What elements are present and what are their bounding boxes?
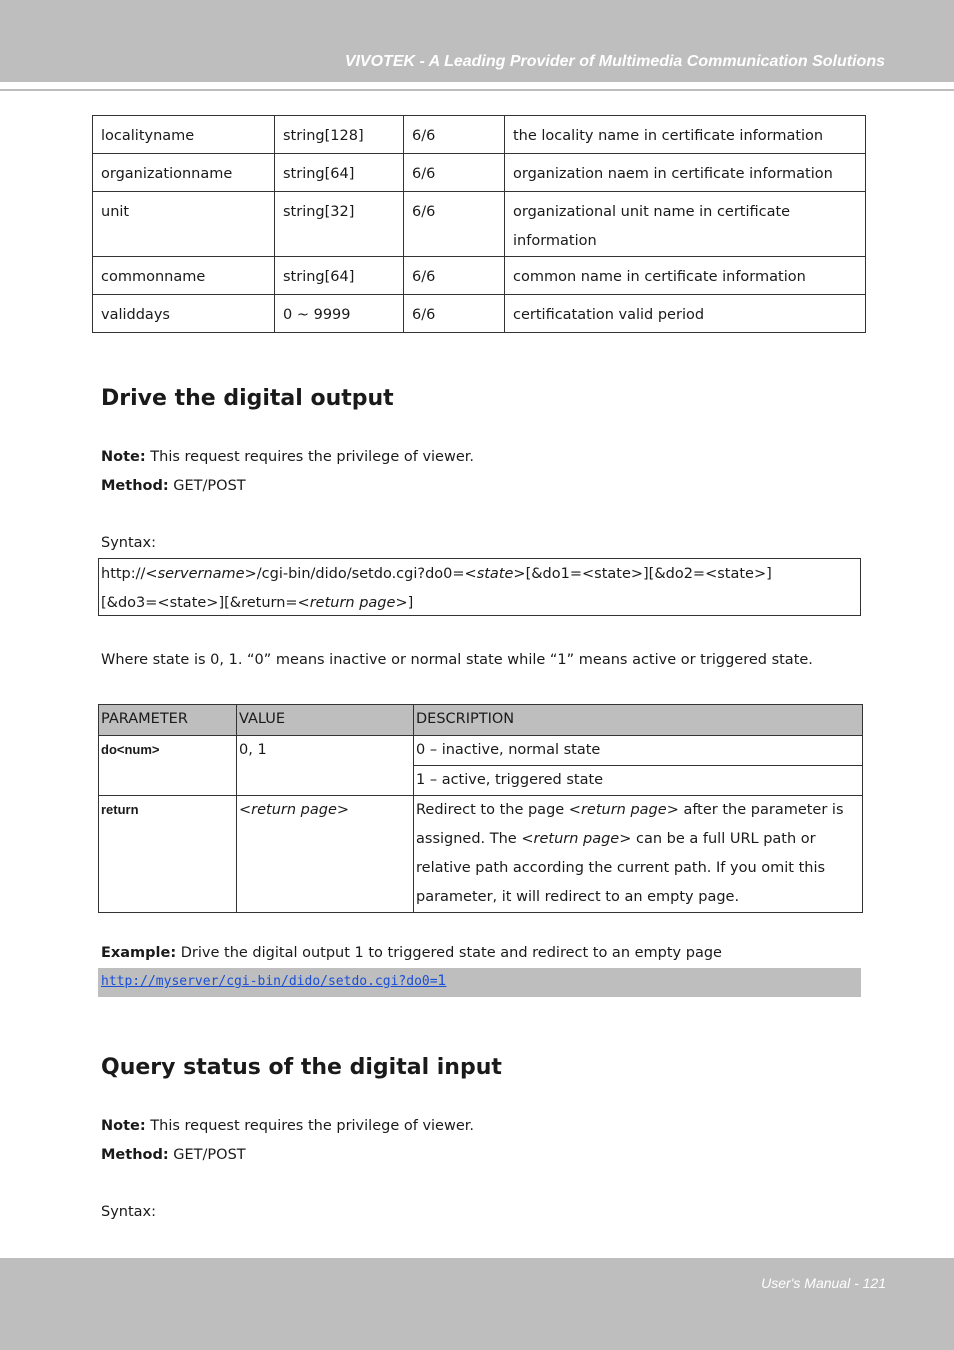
method-label: Method:: [101, 1147, 169, 1163]
column-header: PARAMETER: [99, 705, 237, 736]
method-label: Method:: [101, 478, 169, 494]
syntax-text: >/cgi-bin/dido/setdo.cgi?do0=<: [244, 566, 477, 582]
table-cell: unit: [93, 192, 275, 257]
syntax-placeholder: state: [476, 566, 514, 582]
example-code-bar: [98, 968, 861, 997]
example-url-link[interactable]: [101, 973, 446, 989]
table-cell: certificatation valid period: [505, 295, 866, 333]
param-description: 1 – active, triggered state: [414, 766, 863, 796]
table-cell: 0 ~ 9999: [275, 295, 404, 333]
table-cell: 6/6: [404, 192, 505, 257]
note-label: Note:: [101, 449, 146, 465]
table-row: [93, 295, 866, 333]
certificate-parameter-table: [92, 115, 866, 333]
page-number: User's Manual - 121: [761, 1275, 886, 1291]
note-text: This request requires the privilege of viewer.: [145, 449, 474, 465]
table-header-row: [99, 705, 863, 736]
note-line: [101, 449, 474, 465]
header-divider: [0, 89, 954, 91]
column-header: DESCRIPTION: [414, 705, 863, 736]
param-value: <return page>: [237, 796, 414, 913]
table-cell: localityname: [93, 116, 275, 154]
description-text: > can be a full URL path or relative path according the current path. If you omit this parameter, it will redirect to an empty page.: [416, 831, 826, 905]
syntax-text: [&do3=<state>][&return=<: [101, 595, 310, 611]
section-heading: Drive the digital output: [101, 386, 394, 411]
syntax-placeholder: return page: [309, 595, 396, 611]
table-cell: string[32]: [275, 192, 404, 257]
table-cell: 6/6: [404, 154, 505, 192]
example-url-value: 1: [437, 973, 447, 989]
syntax-text: >]: [395, 595, 414, 611]
column-header: VALUE: [237, 705, 414, 736]
param-name: return: [99, 796, 237, 913]
syntax-text: >[&do1=<state>][&do2=<state>]: [513, 566, 772, 582]
table-cell: organization naem in certificate information: [505, 154, 866, 192]
example-label: Example:: [101, 945, 177, 961]
example-text: Drive the digital output 1 to triggered state and redirect to an empty page: [176, 945, 722, 961]
digital-output-parameter-table: [98, 704, 863, 913]
description-placeholder: return page: [533, 831, 620, 847]
table-cell: validdays: [93, 295, 275, 333]
method-line: [101, 478, 246, 494]
table-cell: 6/6: [404, 295, 505, 333]
table-cell: organizational unit name in certificate information: [505, 192, 866, 257]
param-value: 0, 1: [237, 736, 414, 796]
description-placeholder: return page: [580, 802, 667, 818]
state-description: Where state is 0, 1. “0” means inactive or normal state while “1” means active or triggered state.: [101, 652, 813, 668]
method-text: GET/POST: [168, 478, 246, 494]
param-description: 0 – inactive, normal state: [414, 736, 863, 766]
table-cell: string[64]: [275, 257, 404, 295]
table-row: [93, 116, 866, 154]
description-text: > after the parameter is assigned. The <: [416, 802, 844, 847]
table-cell: 6/6: [404, 116, 505, 154]
table-row: [99, 796, 863, 913]
syntax-placeholder: servername: [157, 566, 245, 582]
method-text: GET/POST: [168, 1147, 246, 1163]
table-cell: string[64]: [275, 154, 404, 192]
table-row: [93, 257, 866, 295]
header-title: VIVOTEK - A Leading Provider of Multimedia Communication Solutions: [344, 53, 885, 70]
example-line: [101, 945, 722, 961]
note-label: Note:: [101, 1118, 146, 1134]
note-line: [101, 1118, 474, 1134]
page-header: [0, 0, 954, 82]
table-cell: 6/6: [404, 257, 505, 295]
description-text: Redirect to the page <: [416, 802, 581, 818]
syntax-box: [98, 558, 861, 616]
method-line: [101, 1147, 246, 1163]
table-row: [93, 192, 866, 257]
param-name: do<num>: [99, 736, 237, 796]
table-row: [93, 154, 866, 192]
page-footer: [0, 1258, 954, 1350]
syntax-label: Syntax:: [101, 1204, 157, 1220]
note-text: This request requires the privilege of viewer.: [145, 1118, 474, 1134]
syntax-label: Syntax:: [101, 535, 157, 551]
table-row: [99, 736, 863, 766]
example-url-text: http://myserver/cgi-bin/dido/setdo.cgi?do0=: [101, 974, 438, 989]
table-cell: organizationname: [93, 154, 275, 192]
table-cell: the locality name in certificate information: [505, 116, 866, 154]
section-heading: Query status of the digital input: [101, 1055, 502, 1080]
table-cell: common name in certificate information: [505, 257, 866, 295]
table-cell: string[128]: [275, 116, 404, 154]
param-description: [414, 796, 863, 913]
syntax-text: http://<: [101, 566, 158, 582]
table-cell: commonname: [93, 257, 275, 295]
